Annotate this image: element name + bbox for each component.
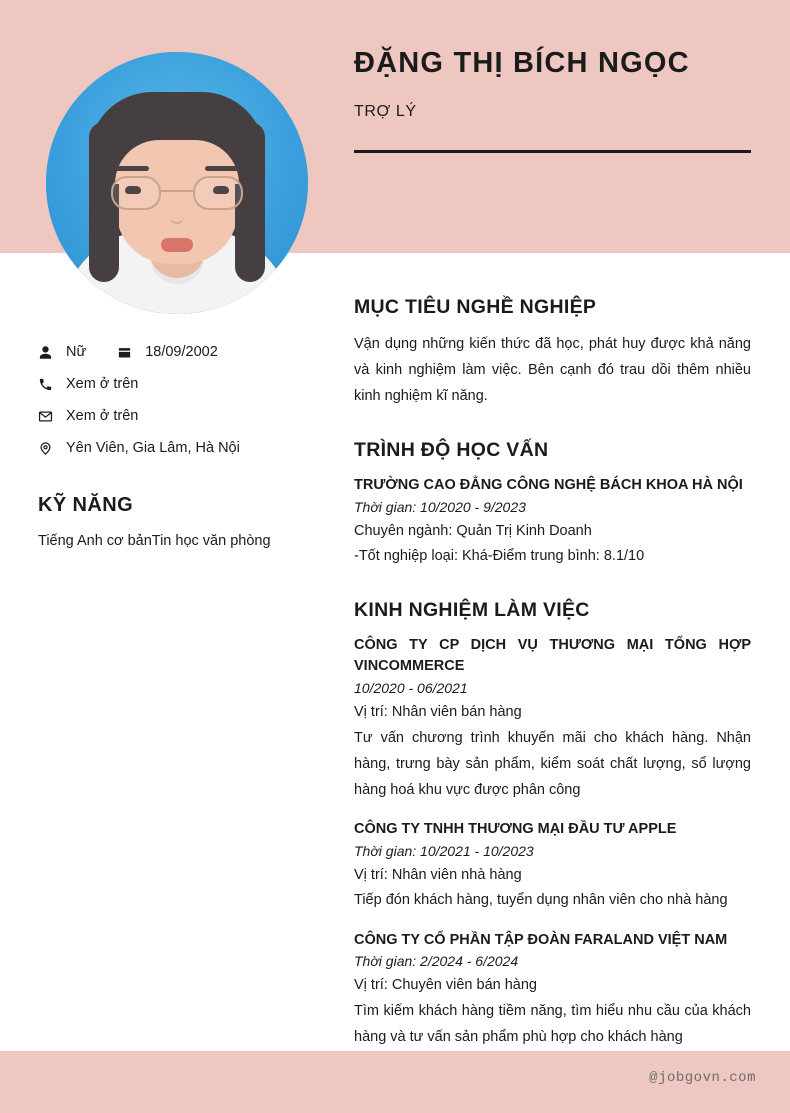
gender-value: Nữ: [66, 344, 87, 360]
experience-time: 10/2020 - 06/2021: [354, 680, 468, 697]
phone-value: Xem ở trên: [66, 376, 139, 392]
portrait-nose: [170, 210, 184, 224]
address-value: Yên Viên, Gia Lâm, Hà Nội: [66, 440, 240, 456]
experience-company: CÔNG TY CP DỊCH VỤ THƯƠNG MẠI TỔNG HỢP VINCOMMERCE: [354, 636, 751, 675]
entry-spacer: [354, 914, 751, 930]
skills-list: Tiếng Anh cơ bảnTin học văn phòng: [38, 533, 271, 549]
experience-position: Vị trí: Chuyên viên bán hàng: [354, 977, 537, 994]
experience-company: CÔNG TY TNHH THƯƠNG MẠI ĐẦU TƯ APPLE: [354, 821, 677, 838]
objective-text: Vận dụng những kiến thức đã học, phát huy được khả năng và kinh nghiệm làm việc. Bên cạnh đó trau dồi thêm nhiều kinh nghiệm kĩ năng.: [354, 336, 751, 404]
experience-section-title: KINH NGHIỆM LÀM VIỆC: [354, 598, 590, 621]
experience-entry: [354, 635, 751, 803]
education-entry: [354, 475, 751, 568]
experience-entry: [354, 819, 751, 913]
phone-field: [38, 368, 330, 400]
left-column: [38, 336, 330, 549]
email-field: [38, 400, 330, 432]
education-school: TRƯỜNG CAO ĐẲNG CÔNG NGHỆ BÁCH KHOA HÀ NỘI: [354, 477, 743, 494]
footer-band: [0, 1051, 790, 1113]
skills-section-title: KỸ NĂNG: [38, 494, 134, 516]
education-major: Chuyên ngành: Quản Trị Kinh Doanh: [354, 522, 592, 539]
person-icon: [38, 345, 66, 360]
experience-company: CÔNG TY CỔ PHẦN TẬP ĐOÀN FARALAND VIỆT NAM: [354, 931, 728, 948]
portrait-brow-right: [205, 166, 239, 171]
location-pin-icon: [38, 441, 66, 456]
portrait-brow-left: [115, 166, 149, 171]
education-time: Thời gian: 10/2020 - 9/2023: [354, 499, 526, 516]
glasses-lens-right: [193, 176, 243, 210]
experience-position: Vị trí: Nhân viên bán hàng: [354, 703, 522, 720]
experience-description: Tìm kiếm khách hàng tiềm năng, tìm hiểu nhu cầu của khách hàng và tư vấn sản phẩm phù hợp cho khách hàng: [354, 1002, 751, 1046]
portrait-mouth: [161, 238, 193, 252]
glasses-bridge: [161, 190, 193, 192]
candidate-role: TRỢ LÝ: [354, 102, 417, 120]
glasses-icon: [111, 176, 243, 210]
personal-row-gender-birth: [38, 336, 330, 368]
glasses-lens-left: [111, 176, 161, 210]
education-section-title: TRÌNH ĐỘ HỌC VẤN: [354, 439, 549, 462]
avatar: [46, 52, 308, 314]
entry-spacer: [354, 803, 751, 819]
experience-time: Thời gian: 10/2021 - 10/2023: [354, 842, 534, 859]
birthdate-field: [117, 344, 218, 360]
address-field: [38, 432, 330, 464]
birthdate-value: 18/09/2002: [145, 344, 218, 360]
experience-time: Thời gian: 2/2024 - 6/2024: [354, 953, 519, 970]
email-value: Xem ở trên: [66, 408, 139, 424]
gender-field: [38, 336, 86, 368]
header-text-block: [354, 46, 754, 153]
header-divider: [354, 150, 751, 153]
calendar-icon: [117, 345, 145, 360]
experience-entry: [354, 930, 751, 1051]
experience-description: Tư vấn chương trình khuyến mãi cho khách hàng. Nhận hàng, trưng bày sản phẩm, kiểm soát chất lượng, sổ lượng hàng hoá khu vực được phân công: [354, 729, 751, 799]
watermark: @jobgovn.com: [649, 1070, 756, 1086]
candidate-name: ĐẶNG THỊ BÍCH NGỌC: [354, 47, 690, 79]
objective-section-title: MỤC TIÊU NGHỀ NGHIỆP: [354, 296, 597, 318]
education-result: -Tốt nghiệp loại: Khá-Điểm trung bình: 8.1/10: [354, 547, 645, 564]
experience-description: Tiếp đón khách hàng, tuyển dụng nhân viên cho nhà hàng: [354, 892, 728, 909]
experience-position: Vị trí: Nhân viên nhà hàng: [354, 866, 522, 883]
phone-icon: [38, 377, 66, 392]
right-column: [354, 296, 751, 1050]
envelope-icon: [38, 409, 66, 424]
